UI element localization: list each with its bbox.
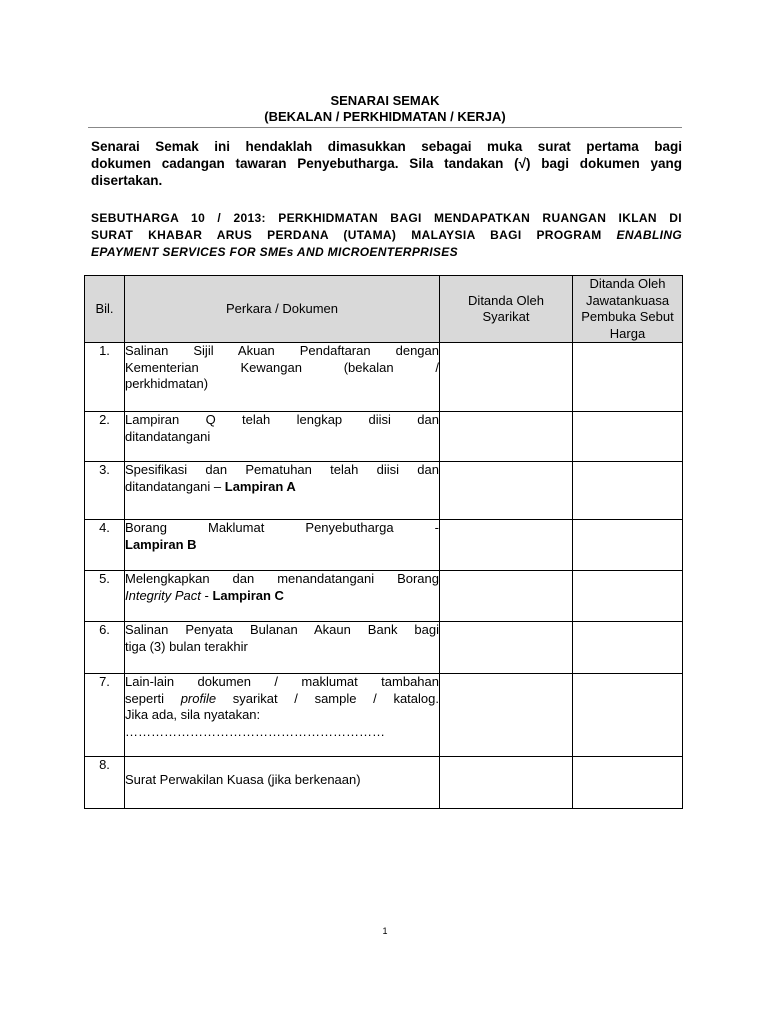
row-text: ditandatangani bbox=[125, 428, 211, 444]
checkbox-cell-syarikat[interactable] bbox=[440, 674, 573, 757]
intro-paragraph bbox=[91, 138, 682, 189]
header-bil: Bil. bbox=[85, 276, 125, 343]
table-row bbox=[85, 674, 683, 757]
checkbox-cell-syarikat[interactable] bbox=[440, 343, 573, 412]
subject-line bbox=[91, 244, 682, 261]
intro-line: Senarai Semak ini hendaklah dimasukkan sebagai muka surat pertama bagi bbox=[91, 139, 682, 154]
table-row bbox=[85, 757, 683, 809]
row-text: Melengkapkan dan menandatangani Borang bbox=[125, 571, 439, 586]
row-document bbox=[125, 622, 440, 674]
row-text-italic: profile bbox=[180, 690, 217, 706]
row-text-plain: - bbox=[200, 587, 213, 603]
row-text: Surat Perwakilan Kuasa (jika berkenaan) bbox=[125, 772, 361, 787]
row-text: tiga (3) bulan terakhir bbox=[125, 638, 248, 654]
row-text: Kementerian Kewangan (bekalan / bbox=[125, 359, 439, 375]
title-divider bbox=[88, 127, 682, 128]
checkbox-cell-syarikat[interactable] bbox=[440, 412, 573, 462]
checkbox-cell-syarikat[interactable] bbox=[440, 462, 573, 520]
row-text: Salinan Sijil Akuan Pendaftaran dengan bbox=[125, 343, 439, 358]
page-number: 1 bbox=[382, 926, 388, 936]
row-text: perkhidmatan) bbox=[125, 376, 209, 391]
document-subtitle: (BEKALAN / PERKHIDMATAN / KERJA) bbox=[264, 109, 506, 124]
row-document bbox=[125, 571, 440, 622]
row-text bbox=[125, 537, 439, 554]
table-row bbox=[85, 462, 683, 520]
row-text-bold: Lampiran C bbox=[212, 587, 284, 603]
row-document bbox=[125, 412, 440, 462]
checkbox-cell-jawatankuasa[interactable] bbox=[573, 343, 683, 412]
row-text: Jika ada, sila nyatakan: bbox=[125, 707, 261, 722]
row-text bbox=[125, 691, 439, 708]
header-text: Syarikat bbox=[482, 309, 530, 324]
checkbox-cell-jawatankuasa[interactable] bbox=[573, 622, 683, 674]
header-text: Harga bbox=[609, 325, 646, 341]
row-number: 5. bbox=[85, 571, 125, 622]
row-text: Spesifikasi dan Pematuhan telah diisi dan bbox=[125, 462, 439, 477]
subject-line bbox=[91, 227, 682, 244]
intro-line: dokumen cadangan tawaran Penyebutharga. Sila tandakan (√) bagi dokumen yang bbox=[91, 156, 682, 171]
header-text: Jawatankuasa bbox=[585, 292, 670, 308]
row-text bbox=[125, 588, 439, 605]
subject-line: SEBUTHARGA 10 / 2013: PERKHIDMATAN BAGI MENDAPATKAN RUANGAN IKLAN DI bbox=[91, 211, 682, 225]
document-title: SENARAI SEMAK bbox=[330, 93, 440, 108]
checkbox-cell-syarikat[interactable] bbox=[440, 520, 573, 571]
row-text-bold: Lampiran B bbox=[125, 536, 197, 552]
row-text: Salinan Penyata Bulanan Akaun Bank bagi bbox=[125, 622, 439, 637]
checkbox-cell-jawatankuasa[interactable] bbox=[573, 674, 683, 757]
row-document bbox=[125, 343, 440, 412]
row-text: Lampiran Q telah lengkap diisi dan bbox=[125, 412, 439, 427]
subject-italic-text: EPAYMENT SERVICES FOR SMEs AND MICROENTERPRISES bbox=[91, 245, 458, 259]
table-row bbox=[85, 622, 683, 674]
header-text: Ditanda Oleh bbox=[589, 276, 666, 291]
row-document bbox=[125, 674, 440, 757]
row-number: 2. bbox=[85, 412, 125, 462]
checkbox-cell-syarikat[interactable] bbox=[440, 757, 573, 809]
table-row bbox=[85, 412, 683, 462]
row-number: 6. bbox=[85, 622, 125, 674]
intro-line: disertakan. bbox=[91, 173, 163, 188]
row-document bbox=[125, 462, 440, 520]
checkbox-cell-jawatankuasa[interactable] bbox=[573, 571, 683, 622]
header-text: Pembuka Sebut bbox=[581, 309, 674, 324]
row-number: 8. bbox=[85, 757, 125, 809]
table-row bbox=[85, 571, 683, 622]
row-text-plain: ditandatangani – bbox=[125, 478, 225, 494]
table-row bbox=[85, 520, 683, 571]
row-number: 4. bbox=[85, 520, 125, 571]
subject-text: SURAT KHABAR ARUS PERDANA (UTAMA) MALAYSIA BAGI PROGRAM bbox=[91, 228, 602, 242]
checkbox-cell-jawatankuasa[interactable] bbox=[573, 412, 683, 462]
row-text: Borang Maklumat Penyebutharga - bbox=[125, 520, 439, 535]
header-text: Ditanda Oleh bbox=[468, 292, 544, 308]
header-ditanda-syarikat bbox=[440, 276, 573, 343]
row-text: Lain-lain dokumen / maklumat tambahan bbox=[125, 674, 439, 689]
checkbox-cell-syarikat[interactable] bbox=[440, 571, 573, 622]
row-text-italic: Integrity Pact bbox=[125, 587, 201, 603]
checkbox-cell-jawatankuasa[interactable] bbox=[573, 757, 683, 809]
header-ditanda-jawatankuasa bbox=[573, 276, 683, 343]
row-text-plain: seperti bbox=[125, 690, 181, 706]
row-text-plain: syarikat / sample / katalog. bbox=[216, 690, 439, 706]
row-document bbox=[125, 757, 440, 809]
subject-italic-text: ENABLING bbox=[616, 228, 683, 242]
checkbox-cell-jawatankuasa[interactable] bbox=[573, 462, 683, 520]
row-text-bold: Lampiran A bbox=[224, 478, 296, 494]
table-row bbox=[85, 343, 683, 412]
checkbox-cell-jawatankuasa[interactable] bbox=[573, 520, 683, 571]
tender-subject bbox=[91, 210, 682, 261]
row-document bbox=[125, 520, 440, 571]
checklist-table bbox=[84, 275, 683, 809]
checkbox-cell-syarikat[interactable] bbox=[440, 622, 573, 674]
row-text bbox=[125, 479, 439, 496]
table-header-row bbox=[85, 276, 683, 343]
row-number: 7. bbox=[85, 674, 125, 757]
row-number: 1. bbox=[85, 343, 125, 412]
row-number: 3. bbox=[85, 462, 125, 520]
fill-in-dotted-line: …………………………………………………… bbox=[125, 723, 385, 739]
header-perkara: Perkara / Dokumen bbox=[125, 276, 440, 343]
